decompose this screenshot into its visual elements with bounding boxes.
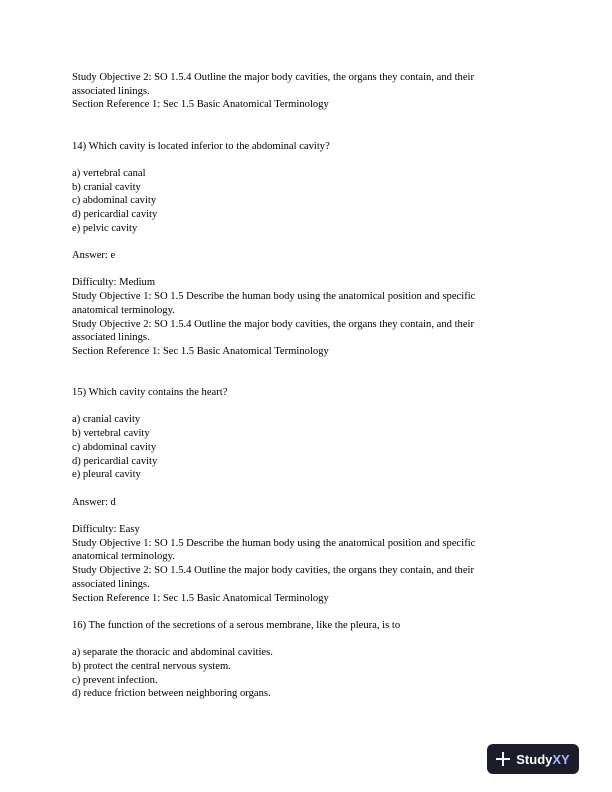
option-a: a) cranial cavity	[72, 414, 141, 426]
question-15: 15) Which cavity contains the heart?	[72, 387, 228, 399]
study-objective-2-cont: associated linings.	[72, 578, 150, 590]
study-objective-1-cont: anatomical terminology.	[72, 304, 175, 316]
study-objective-1: Study Objective 1: SO 1.5 Describe the human body using the anatomical position and specific	[72, 537, 476, 549]
section-reference: Section Reference 1: Sec 1.5 Basic Anatomical Terminology	[72, 592, 329, 604]
plus-icon	[496, 752, 510, 766]
option-b: b) vertebral cavity	[72, 428, 150, 440]
section-reference: Section Reference 1: Sec 1.5 Basic Anatomical Terminology	[72, 99, 329, 111]
study-objective-2: Study Objective 2: SO 1.5.4 Outline the major body cavities, the organs they contain, and their	[72, 318, 474, 330]
option-e: e) pleural cavity	[72, 469, 141, 481]
study-objective-2-cont: associated linings.	[72, 332, 150, 344]
option-b: b) cranial cavity	[72, 181, 141, 193]
option-b: b) protect the central nervous system.	[72, 661, 231, 673]
difficulty: Difficulty: Medium	[72, 277, 156, 289]
difficulty: Difficulty: Easy	[72, 524, 140, 536]
answer: Answer: e	[72, 250, 116, 262]
option-d: d) reduce friction between neighboring organs.	[72, 688, 271, 700]
answer: Answer: d	[72, 496, 116, 508]
option-a: a) separate the thoracic and abdominal cavities.	[72, 647, 273, 659]
study-objective-2-cont: associated linings.	[72, 85, 150, 97]
option-c: c) prevent infection.	[72, 674, 158, 686]
option-a: a) vertebral canal	[72, 167, 146, 179]
document-page	[72, 71, 542, 701]
question-14: 14) Which cavity is located inferior to the abdominal cavity?	[72, 140, 330, 152]
studyxy-badge[interactable]	[487, 744, 579, 774]
option-c: c) abdominal cavity	[72, 195, 157, 207]
option-d: d) pericardial cavity	[72, 209, 158, 220]
study-objective-1-cont: anatomical terminology.	[72, 551, 175, 563]
question-16: 16) The function of the secretions of a serous membrane, like the pleura, is to	[72, 619, 401, 631]
study-objective-1: Study Objective 1: SO 1.5 Describe the human body using the anatomical position and specific	[72, 291, 476, 303]
study-objective-2: Study Objective 2: SO 1.5.4 Outline the major body cavities, the organs they contain, and their	[72, 565, 474, 577]
brand-label: StudyXY	[516, 751, 570, 767]
study-objective-2: Study Objective 2: SO 1.5.4 Outline the major body cavities, the organs they contain, and their	[72, 72, 474, 83]
option-c: c) abdominal cavity	[72, 441, 157, 453]
option-e: e) pelvic cavity	[72, 222, 138, 234]
section-reference: Section Reference 1: Sec 1.5 Basic Anatomical Terminology	[72, 346, 329, 357]
option-d: d) pericardial cavity	[72, 455, 158, 467]
